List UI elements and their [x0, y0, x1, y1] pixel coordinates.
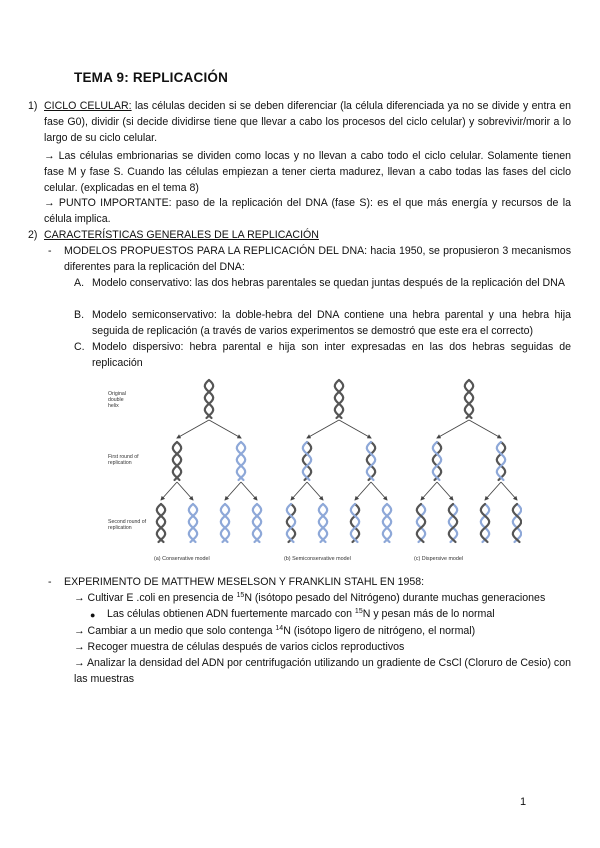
dna-helix [513, 504, 521, 542]
dna-helix [157, 504, 165, 542]
dna-helix [383, 504, 391, 542]
branch-arrows [161, 420, 517, 500]
branch-arrow [355, 482, 371, 500]
dna-helix [465, 380, 473, 418]
helix-diagrams [157, 380, 521, 542]
step-1-text-b: N (isótopo pesado del Nitrógeno) durante muchas generaciones [244, 592, 546, 604]
dna-helix [367, 442, 375, 480]
dna-helix [497, 442, 505, 480]
section-1-note-1: → Las células embrionarias se dividen como locas y no llevan a cabo todo el ciclo celular. Solamente tienen fase M y fase S. Cuando las células empiezan a tener cierta madurez, llevan a cabo todas las fases del ciclo celular. (explicadas en el tema 8) [44, 150, 571, 195]
item-b-text: Modelo semiconservativo: la doble-hebra del DNA contiene una hebra parental y una hebra hija seguida de replicación (a través de varios experimentos se demostró que este era el correcto) [92, 309, 571, 338]
experiment-step-2 [74, 623, 571, 639]
section-1-heading: CICLO CELULAR: [44, 100, 132, 112]
dna-helix [319, 504, 327, 542]
branch-arrow [421, 482, 437, 500]
item-b-letter: B. [74, 309, 85, 321]
label-double: double [108, 397, 124, 403]
section-1-text: las células deciden si se deben diferenciar (la célula diferenciada ya no se divide y entra en fase G0), dividir (si decide dividirse tiene que llevar a cabo los procesos del ciclo celular) y sobrevivir/morir a lo largo de su ciclo celular. [44, 100, 571, 145]
dna-helix [449, 504, 457, 542]
dna-helix [221, 504, 229, 542]
label-second-round: Second round of [108, 519, 147, 525]
substep-text-a: Las células obtienen ADN fuertemente marcado con [107, 608, 355, 620]
page-number: 1 [520, 796, 527, 808]
replication-models-figure [102, 376, 522, 566]
dna-helix [433, 442, 441, 480]
dna-helix [417, 504, 425, 542]
dna-helix [335, 380, 343, 418]
label-helix: helix [108, 403, 119, 409]
section-1-paragraph [44, 98, 571, 147]
branch-arrow [177, 482, 193, 500]
branch-arrow [501, 482, 517, 500]
item-a-letter: A. [74, 277, 85, 289]
step-2-isotope-mass: 14 [275, 625, 284, 632]
dna-helix [303, 442, 311, 480]
dna-helix [189, 504, 197, 542]
dna-helix [237, 442, 245, 480]
branch-arrow [469, 420, 501, 438]
section-2-heading: CARACTERÍSTICAS GENERALES DE LA REPLICACIÓN [44, 229, 319, 241]
branch-arrow [485, 482, 501, 500]
bullet-icon: ● [90, 610, 96, 620]
caption-semiconservative: (b) Semiconservative model [284, 556, 351, 562]
branch-arrow [371, 482, 387, 500]
branch-arrow [437, 482, 453, 500]
figure-captions [154, 556, 463, 562]
page-title: TEMA 9: REPLICACIÓN [74, 70, 229, 85]
dna-helix [205, 380, 213, 418]
substep-text-b: N y pesan más de lo normal [362, 608, 495, 620]
caption-conservative: (a) Conservative model [154, 556, 210, 562]
step-2-text-b: N (isótopo ligero de nitrógeno, el normal) [283, 625, 476, 637]
dna-helix [351, 504, 359, 542]
label-first-round: First round of [108, 454, 139, 460]
dna-helix [287, 504, 295, 542]
caption-dispersive: (c) Dispersive model [414, 556, 464, 562]
experiment-substep [107, 606, 571, 622]
branch-arrow [307, 420, 339, 438]
label-second-replication: replication [108, 525, 132, 531]
models-dash: - [48, 245, 52, 257]
dna-helix [173, 442, 181, 480]
section-1-number: 1) [28, 100, 38, 112]
experiment-step-4: → Analizar la densidad del ADN por centrifugación utilizando un gradiente de CsCl (Cloruro de Cesio) con las muestras [74, 657, 572, 686]
section-2-number: 2) [28, 229, 38, 241]
branch-arrow [291, 482, 307, 500]
experiment-step-3: → Recoger muestra de células después de varios ciclos reproductivos [74, 641, 405, 653]
figure-row-labels [108, 391, 147, 531]
branch-arrow [177, 420, 209, 438]
branch-arrow [437, 420, 469, 438]
step-2-text-a: → Cambiar a un medio que solo contenga [74, 625, 276, 637]
step-1-text-a: → Cultivar E .coli en presencia de [74, 592, 237, 604]
step-1-isotope-mass: 15 [236, 592, 245, 599]
branch-arrow [161, 482, 177, 500]
models-intro: MODELOS PROPUESTOS PARA LA REPLICACIÓN DEL DNA: hacia 1950, se propusieron 3 mecanismos diferentes para la replicación del DNA: [64, 245, 571, 274]
label-original: Original [108, 391, 126, 397]
experiment-dash: - [48, 576, 52, 588]
branch-arrow [339, 420, 371, 438]
item-a-text: Modelo conservativo: las dos hebras parentales se quedan juntas después de la replicación del DNA [92, 277, 565, 289]
branch-arrow [209, 420, 241, 438]
label-first-replication: replication [108, 460, 132, 466]
experiment-step-1 [74, 590, 571, 606]
dna-helix [253, 504, 261, 542]
branch-arrow [307, 482, 323, 500]
item-c-letter: C. [74, 341, 85, 353]
branch-arrow [241, 482, 257, 500]
substep-isotope-mass: 15 [354, 608, 363, 615]
item-c-text: Modelo dispersivo: hebra parental e hija son inter expresadas en las dos hebras seguidas de replicación [92, 341, 571, 370]
section-1-note-2: → PUNTO IMPORTANTE: paso de la replicación del DNA (fase S): es el que más energía y recursos de la célula implica. [44, 197, 571, 226]
branch-arrow [225, 482, 241, 500]
dna-helix [481, 504, 489, 542]
experiment-title: EXPERIMENTO DE MATTHEW MESELSON Y FRANKLIN STAHL EN 1958: [64, 576, 425, 588]
